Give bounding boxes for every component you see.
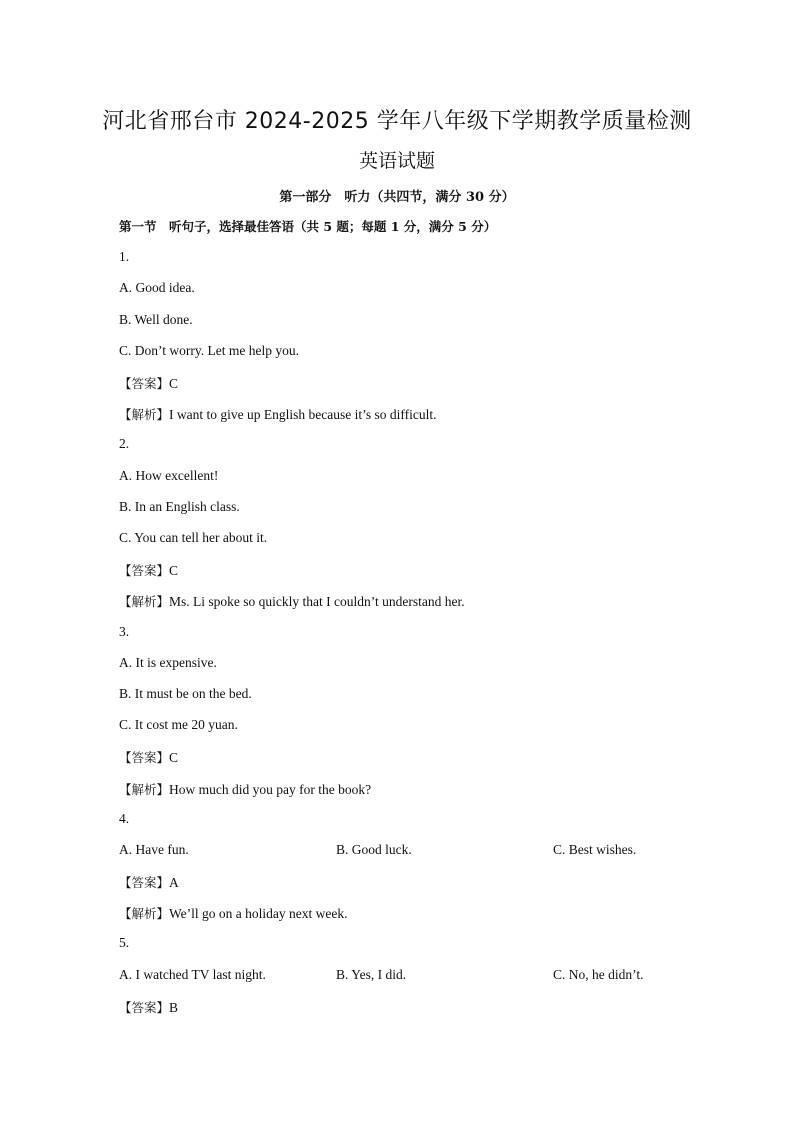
answer-label: 【答案】 <box>119 376 170 391</box>
option-b: B. Yes, I did. <box>336 967 407 982</box>
analysis-line <box>119 592 465 610</box>
answer-label: 【答案】 <box>119 563 170 578</box>
answer-value: A <box>169 875 179 890</box>
option-a: A. How excellent! <box>119 468 219 483</box>
option-b: B. Good luck. <box>336 842 412 857</box>
option-a: A. Good idea. <box>119 280 195 295</box>
answer-line <box>119 561 178 579</box>
answer-label: 【答案】 <box>119 1000 170 1015</box>
option-a: A. I watched TV last night. <box>119 967 266 982</box>
analysis-text: We’ll go on a holiday next week. <box>169 906 348 921</box>
analysis-label: 【解析】 <box>119 906 170 921</box>
answer-value: B <box>169 1000 179 1015</box>
analysis-text: Ms. Li spoke so quickly that I couldn’t understand her. <box>169 594 465 609</box>
answer-label: 【答案】 <box>119 875 170 890</box>
analysis-line <box>119 904 348 922</box>
option-b: B. In an English class. <box>119 499 240 514</box>
section-heading: 第一节 听句子，选择最佳答语（共 5 题；每题 1 分，满分 5 分） <box>119 219 497 234</box>
page-title: 河北省邢台市 2024-2025 学年八年级下学期教学质量检测 <box>102 109 692 134</box>
answer-value: C <box>169 376 179 391</box>
analysis-text: I want to give up English because it’s so difficult. <box>169 407 437 422</box>
analysis-line <box>119 405 436 423</box>
analysis-label: 【解析】 <box>119 782 170 797</box>
answer-value: C <box>169 563 179 578</box>
answer-line <box>119 374 178 392</box>
option-a: A. Have fun. <box>119 842 189 857</box>
question-number: 2. <box>119 436 130 451</box>
option-b: B. Well done. <box>119 312 193 327</box>
answer-line <box>119 873 179 891</box>
option-c: C. You can tell her about it. <box>119 530 268 545</box>
answer-line <box>119 748 178 766</box>
option-c: C. Best wishes. <box>553 842 637 857</box>
answer-value: C <box>169 750 179 765</box>
answer-label: 【答案】 <box>119 750 170 765</box>
analysis-text: How much did you pay for the book? <box>169 782 372 797</box>
analysis-label: 【解析】 <box>119 407 170 422</box>
option-a: A. It is expensive. <box>119 655 217 670</box>
analysis-line <box>119 780 371 798</box>
option-c: C. Don’t worry. Let me help you. <box>119 343 299 358</box>
question-number: 4. <box>119 811 130 826</box>
option-c: C. It cost me 20 yuan. <box>119 717 238 732</box>
part-heading: 第一部分 听力（共四节，满分 30 分） <box>279 190 515 205</box>
question-number: 5. <box>119 935 130 950</box>
option-b: B. It must be on the bed. <box>119 686 252 701</box>
analysis-label: 【解析】 <box>119 594 170 609</box>
option-c: C. No, he didn’t. <box>553 967 644 982</box>
question-number: 3. <box>119 624 130 639</box>
answer-line <box>119 998 178 1016</box>
page-subtitle: 英语试题 <box>358 150 435 172</box>
question-number: 1. <box>119 249 130 264</box>
